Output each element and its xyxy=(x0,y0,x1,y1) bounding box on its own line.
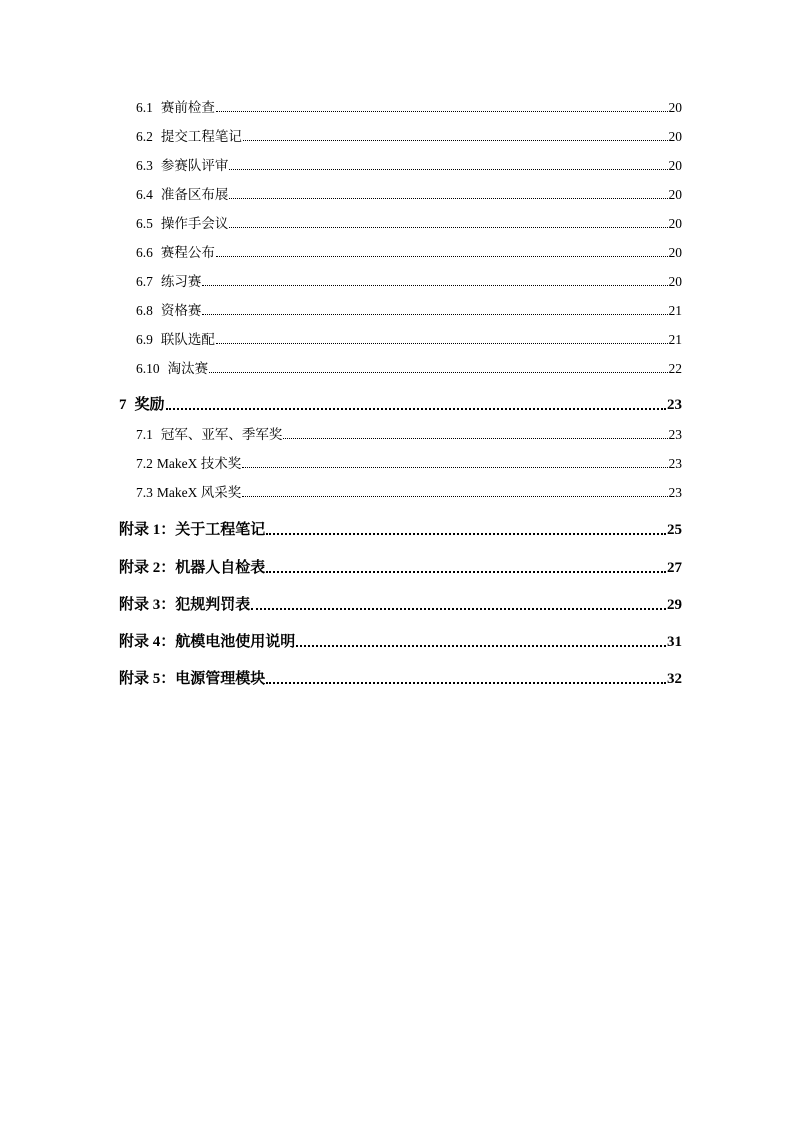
toc-entry-appendix[interactable] xyxy=(119,561,682,576)
toc-entry[interactable] xyxy=(136,486,682,500)
toc-entry-title: 赛程公布 xyxy=(160,245,215,260)
toc-entry-number: 6.5 xyxy=(136,216,153,231)
toc-entry-title: MakeX 风采奖 xyxy=(156,485,242,500)
toc-entry-number: 6.4 xyxy=(136,187,153,202)
toc-dot-leader xyxy=(202,285,667,286)
toc-entry[interactable] xyxy=(136,159,682,173)
toc-entry-page: 23 xyxy=(668,427,682,442)
toc-entry[interactable] xyxy=(136,333,682,347)
toc-entry-number: 6.7 xyxy=(136,274,153,289)
toc-entry-page: 23 xyxy=(667,397,682,413)
toc-entry-page: 32 xyxy=(667,671,682,687)
toc-entry-number: 附录 1： xyxy=(119,522,176,538)
toc-entry-page: 20 xyxy=(668,187,682,202)
toc-entry[interactable] xyxy=(136,275,682,289)
toc-entry-appendix[interactable] xyxy=(119,523,682,538)
toc-entry[interactable] xyxy=(136,246,682,260)
toc-entry[interactable] xyxy=(136,217,682,231)
toc-dot-leader xyxy=(266,571,666,573)
toc-dot-leader xyxy=(209,372,667,373)
toc-entry-page: 25 xyxy=(667,522,682,538)
toc-entry[interactable] xyxy=(136,304,682,318)
toc-entry-title: 准备区布展 xyxy=(160,187,229,202)
toc-dot-leader xyxy=(229,169,667,170)
toc-entry-number: 6.3 xyxy=(136,158,153,173)
toc-entry-page: 29 xyxy=(667,597,682,613)
toc-entry-page: 21 xyxy=(668,303,682,318)
toc-entry-number: 附录 2： xyxy=(119,560,176,576)
toc-entry-number: 7.3 xyxy=(136,485,153,500)
toc-entry-title: 机器人自检表 xyxy=(175,560,266,576)
toc-entry-number: 6.6 xyxy=(136,245,153,260)
toc-entry-page: 20 xyxy=(668,245,682,260)
toc-entry-number: 7.2 xyxy=(136,456,153,471)
toc-dot-leader xyxy=(242,496,667,497)
toc-entry-title: 犯规判罚表 xyxy=(175,597,251,613)
toc-entry-title: 联队选配 xyxy=(160,332,215,347)
toc-dot-leader xyxy=(216,256,668,257)
toc-entry-number: 附录 3： xyxy=(119,597,176,613)
toc-entry-title: 冠军、亚军、季军奖 xyxy=(160,427,283,442)
toc-entry-appendix[interactable] xyxy=(119,598,682,613)
toc-entry-title: 资格赛 xyxy=(160,303,202,318)
toc-dot-leader xyxy=(296,645,666,647)
toc-entry-appendix[interactable] xyxy=(119,672,682,687)
toc-dot-leader xyxy=(229,227,667,228)
toc-entry-page: 27 xyxy=(667,560,682,576)
toc-entry-page: 23 xyxy=(668,485,682,500)
toc-entry-page: 20 xyxy=(668,129,682,144)
toc-entry[interactable] xyxy=(136,101,682,115)
toc-dot-leader xyxy=(243,140,668,141)
toc-entry-number: 6.9 xyxy=(136,332,153,347)
toc-entry-title: 航模电池使用说明 xyxy=(175,634,296,650)
toc-entry-page: 31 xyxy=(667,634,682,650)
toc-entry-number: 附录 4： xyxy=(119,634,176,650)
toc-entry-number: 7 xyxy=(119,397,127,413)
toc-entry-page: 20 xyxy=(668,100,682,115)
toc-dot-leader xyxy=(216,343,668,344)
toc-entry-page: 20 xyxy=(668,274,682,289)
toc-entry-title: MakeX 技术奖 xyxy=(156,456,242,471)
toc-entry-title: 关于工程笔记 xyxy=(175,522,266,538)
toc-dot-leader xyxy=(251,608,666,610)
toc-entry[interactable] xyxy=(136,130,682,144)
toc-dot-leader xyxy=(242,467,667,468)
toc-entry[interactable] xyxy=(136,428,682,442)
toc-entry-number: 7.1 xyxy=(136,427,153,442)
toc-entry-number: 附录 5： xyxy=(119,671,176,687)
toc-entry[interactable] xyxy=(136,362,682,376)
toc-dot-leader xyxy=(166,408,666,410)
toc-entry-title: 操作手会议 xyxy=(160,216,229,231)
toc-entry-title: 奖励 xyxy=(134,397,165,413)
toc-entry-title: 电源管理模块 xyxy=(175,671,266,687)
toc-entry-title: 赛前检查 xyxy=(160,100,215,115)
toc-entry-number: 6.2 xyxy=(136,129,153,144)
toc-entry[interactable] xyxy=(136,457,682,471)
toc-entry-title: 提交工程笔记 xyxy=(160,129,242,144)
toc-entry-title: 练习赛 xyxy=(160,274,202,289)
toc-dot-leader xyxy=(229,198,667,199)
toc-dot-leader xyxy=(283,438,667,439)
toc-entry-number: 6.8 xyxy=(136,303,153,318)
toc-dot-leader xyxy=(216,111,668,112)
toc-entry-page: 21 xyxy=(668,332,682,347)
toc-entry-page: 23 xyxy=(668,456,682,471)
toc-entry-title: 淘汰赛 xyxy=(167,361,209,376)
toc-dot-leader xyxy=(266,533,666,535)
toc-entry-page: 22 xyxy=(668,361,682,376)
toc-dot-leader xyxy=(266,682,666,684)
toc-entry-number: 6.1 xyxy=(136,100,153,115)
toc-dot-leader xyxy=(202,314,667,315)
toc-entry-title: 参赛队评审 xyxy=(160,158,229,173)
toc-entry-page: 20 xyxy=(668,216,682,231)
toc-entry-appendix[interactable] xyxy=(119,635,682,650)
toc-entry-page: 20 xyxy=(668,158,682,173)
toc-entry-chapter[interactable] xyxy=(119,398,682,413)
toc-entry[interactable] xyxy=(136,188,682,202)
toc-entry-number: 6.10 xyxy=(136,361,160,376)
